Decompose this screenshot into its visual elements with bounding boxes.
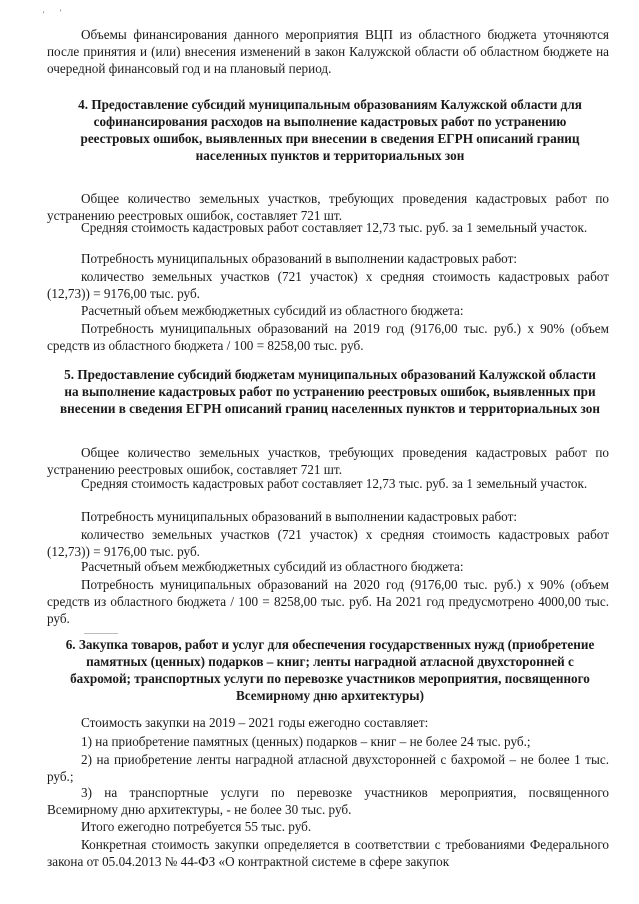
section-4-paragraph: количество земельных участков (721 участок) х средняя стоимость кадастровых работ (12,73)) = 9176,00 тыс. руб.	[47, 269, 609, 301]
section-4-paragraph: Средняя стоимость кадастровых работ составляет 12,73 тыс. руб. за 1 земельный участок.	[81, 220, 588, 235]
section-6-paragraph: Итого ежегодно потребуется 55 тыс. руб.	[81, 819, 312, 834]
section-6-paragraph: 1) на приобретение памятных (ценных) подарков – книг – не более 24 тыс. руб.;	[81, 734, 531, 749]
intro-paragraph: Объемы финансирования данного мероприятия ВЦП из областного бюджета уточняются после принятия и (или) внесения изменений в закон Калужской области об областном бюджете на очередной финансовый год и на плановый период.	[47, 27, 609, 76]
scan-speck: '	[43, 10, 45, 19]
section-6-paragraph: Стоимость закупки на 2019 – 2021 годы ежегодно составляет:	[81, 715, 429, 730]
section-6-paragraph: 2) на приобретение ленты наградной атласной двухсторонней с бахромой – не более 1 тыс. руб.;	[47, 752, 609, 784]
section-6-heading: 6. Закупка товаров, работ и услуг для обеспечения государственных нужд (приобретение памятных (ценных) подарков – книг; ленты наградной атласной двухсторонней с бахромой; транспортных услуги по перевозке участников мероприятия, посвященного Всемирному дню архитектуры)	[65, 637, 595, 703]
section-5-heading: 5. Предоставление субсидий бюджетам муниципальных образований Калужской области на выполнение кадастровых работ по устранению реестровых ошибок, выявленных при внесении в сведения ЕГРН описаний границ населенных пунктов и территориальных зон	[60, 367, 600, 416]
scan-mark	[84, 633, 118, 634]
section-4-paragraph: Расчетный объем межбюджетных субсидий из областного бюджета:	[81, 303, 464, 318]
section-6-paragraph: 3) на транспортные услуги по перевозке участников мероприятия, посвященного Всемирному дню архитектуры, - не более 30 тыс. руб.	[47, 785, 609, 817]
section-5-paragraph: Потребность муниципальных образований на 2020 год (9176,00 тыс. руб.) х 90% (объем средств из областного бюджета / 100 = 8258,00 тыс. руб. На 2021 год предусмотрено 4000,00 тыс. руб.	[47, 577, 609, 626]
section-6-paragraph: Конкретная стоимость закупки определяется в соответствии с требованиями Федерального закона от 05.04.2013 № 44-ФЗ «О контрактной системе в сфере закупок	[47, 837, 609, 869]
section-4-paragraph: Общее количество земельных участков, требующих проведения кадастровых работ по устранению реестровых ошибок, составляет 721 шт.	[47, 191, 609, 223]
section-4-paragraph: Потребность муниципальных образований на 2019 год (9176,00 тыс. руб.) х 90% (объем средств из областного бюджета / 100 = 8258,00 тыс. руб.	[47, 321, 609, 353]
scan-speck: '	[60, 8, 62, 17]
section-5-paragraph: количество земельных участков (721 участок) х средняя стоимость кадастровых работ (12,73)) = 9176,00 тыс. руб.	[47, 527, 609, 559]
section-4-heading: 4. Предоставление субсидий муниципальным образованиям Калужской области для софинансирования расходов на выполнение кадастровых работ по устранению реестровых ошибок, выявленных при внесении в сведения ЕГРН описаний границ населенных пунктов и территориальных зон	[78, 97, 582, 163]
section-5-paragraph: Средняя стоимость кадастровых работ составляет 12,73 тыс. руб. за 1 земельный участок.	[81, 476, 588, 491]
section-5-paragraph: Расчетный объем межбюджетных субсидий из областного бюджета:	[81, 559, 464, 574]
section-4-paragraph: Потребность муниципальных образований в выполнении кадастровых работ:	[81, 251, 517, 266]
section-5-paragraph: Потребность муниципальных образований в выполнении кадастровых работ:	[81, 509, 517, 524]
section-5-paragraph: Общее количество земельных участков, требующих проведения кадастровых работ по устранению реестровых ошибок, составляет 721 шт.	[47, 445, 609, 477]
